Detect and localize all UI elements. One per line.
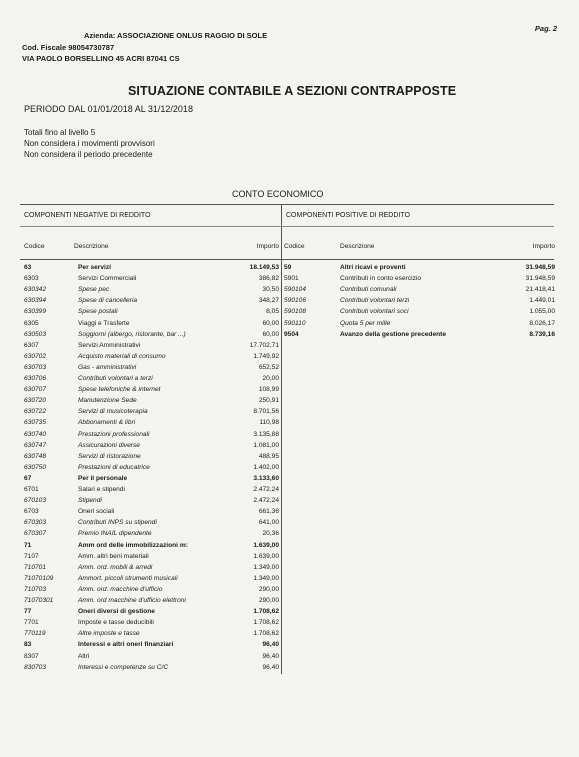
positive-table-row: [0, 264, 579, 275]
row-amount: 661,36: [258, 508, 279, 516]
row-amount: 96,40: [262, 641, 279, 649]
row-amount: 488,95: [258, 452, 279, 460]
row-code: 630703: [24, 363, 47, 371]
row-description: Soggiorni (albergo, ristorante, bar ...): [78, 330, 186, 338]
row-description: Per il personale: [78, 474, 128, 482]
row-amount: 2.472,24: [253, 497, 279, 505]
row-code: 590106: [284, 297, 307, 305]
negative-table-row: [0, 375, 579, 386]
row-code: 630722: [24, 408, 47, 416]
row-amount: 96,40: [262, 663, 279, 671]
negative-table-row: [0, 641, 579, 652]
row-description: Contributi volontari terzi: [340, 297, 410, 305]
row-code: 71: [24, 541, 32, 549]
row-code: 630735: [24, 419, 47, 427]
negative-table-row: [0, 431, 579, 442]
row-description: Abbonamenti & libri: [78, 419, 136, 427]
row-code: 6703: [24, 508, 39, 516]
row-description: Altri ricavi e proventi: [340, 264, 406, 271]
row-amount: 1.749,92: [253, 352, 279, 360]
row-description: Prestazioni di educatrice: [78, 463, 150, 471]
negative-table-row: [0, 386, 579, 397]
row-description: Oneri sociali: [78, 508, 115, 516]
row-code: 71070301: [24, 597, 54, 604]
row-amount: 290,00: [258, 597, 279, 604]
row-code: 59: [284, 264, 292, 271]
row-code: 630740: [24, 430, 47, 438]
row-amount: 1.708,62: [253, 630, 279, 638]
row-code: 71070109: [24, 574, 54, 582]
row-code: 630707: [24, 386, 47, 394]
negative-table-row: [0, 542, 579, 553]
row-description: Avanzo della gestione precedente: [340, 330, 447, 338]
option-line: Non considera i movimenti provvisori: [24, 139, 155, 148]
row-amount: 108,99: [258, 386, 279, 394]
negative-table-row: [0, 453, 579, 464]
negative-table-row: [0, 575, 579, 586]
row-code: 6701: [24, 486, 39, 493]
row-code: 5901: [284, 275, 299, 283]
row-description: Amm. ord. macchine d'ufficio: [78, 585, 163, 593]
row-description: Contributi INPS su stipendi: [78, 519, 157, 527]
negative-table-row: [0, 497, 579, 508]
row-description: Stipendi: [78, 497, 102, 505]
row-description: Servizi di musicoterapia: [78, 408, 148, 416]
negative-table-row: [0, 442, 579, 453]
row-code: 630394: [24, 297, 47, 305]
row-code: 630503: [24, 330, 47, 338]
row-description: Viaggi e Trasferte: [78, 319, 130, 327]
negative-table-row: [0, 397, 579, 408]
row-code: 670303: [24, 519, 47, 527]
row-code: 9504: [284, 330, 299, 338]
row-description: Spese postali: [78, 308, 118, 316]
row-description: Contributi comunali: [340, 286, 397, 294]
negative-table-row: [0, 630, 579, 641]
row-description: Imposte e tasse deducibili: [78, 619, 154, 627]
row-description: Prestazioni professionali: [78, 430, 150, 438]
negative-table-row: [0, 519, 579, 530]
option-line: Totali fino al livello 5: [24, 128, 96, 137]
row-amount: 3.133,60: [253, 474, 279, 482]
row-description: Ammort. piccoli strumenti musicali: [78, 574, 178, 582]
row-description: Spese di cancelleria: [78, 297, 138, 305]
row-amount: 641,00: [258, 519, 279, 527]
positive-col-code: Codice: [284, 243, 305, 250]
row-description: Salari e stipendi: [78, 486, 125, 493]
negative-table-row: [0, 619, 579, 630]
row-code: 7107: [24, 552, 39, 560]
row-description: Manutenzione Sede: [78, 397, 137, 405]
row-amount: 348,27: [258, 297, 279, 305]
row-code: 670307: [24, 530, 47, 538]
row-amount: 8.739,16: [529, 330, 555, 338]
row-description: Amm ord delle immobilizzazioni m:: [78, 541, 188, 549]
negative-table-row: [0, 486, 579, 497]
row-code: 6305: [24, 319, 39, 327]
negative-table-row: [0, 586, 579, 597]
row-description: Interessi e altri oneri finanziari: [78, 641, 174, 649]
row-description: Premio INAIL dipendente: [78, 530, 152, 538]
row-code: 710701: [24, 563, 47, 571]
negative-table-row: [0, 364, 579, 375]
company-name: Azienda: ASSOCIAZIONE ONLUS RAGGIO DI SOLE: [84, 31, 268, 40]
row-description: Contributi volontari soci: [340, 308, 409, 316]
row-amount: 1.349,00: [253, 574, 279, 582]
option-line: Non considera il periodo precedente: [24, 150, 153, 159]
row-amount: 110,98: [259, 419, 279, 427]
report-period: PERIODO DAL 01/01/2018 AL 31/12/2018: [24, 104, 193, 114]
positive-table-row: [0, 275, 579, 286]
row-description: Acquisto materiali di consumo: [78, 352, 166, 360]
row-description: Servizi di ristorazione: [78, 452, 141, 460]
positive-table-row: [0, 286, 579, 297]
negative-heading: COMPONENTI NEGATIVE DI REDDITO: [24, 212, 151, 219]
row-code: 630342: [24, 286, 47, 294]
row-description: Assicurazioni diverse: [78, 441, 140, 449]
row-amount: 20,36: [262, 530, 279, 538]
row-code: 630399: [24, 308, 47, 316]
negative-table-row: [0, 475, 579, 486]
row-amount: 290,00: [258, 585, 279, 593]
row-code: 670103: [24, 497, 47, 505]
row-description: Altre imposte e tasse: [78, 630, 140, 638]
row-code: 630748: [24, 452, 47, 460]
negative-table-row: [0, 664, 579, 675]
row-code: 590104: [284, 286, 307, 294]
row-code: 67: [24, 474, 32, 482]
report-title: SITUAZIONE CONTABILE A SEZIONI CONTRAPPOSTE: [128, 84, 457, 98]
row-code: 630706: [24, 375, 47, 382]
negative-table-row: [0, 464, 579, 475]
row-description: Quota 5 per mille: [340, 319, 391, 327]
row-amount: 1.402,00: [253, 463, 279, 471]
row-description: Interessi e competenze su C/C: [78, 663, 169, 671]
row-amount: 1.639,00: [253, 552, 279, 560]
row-code: 770119: [24, 630, 46, 638]
negative-table-row: [0, 553, 579, 564]
row-amount: 31.948,59: [525, 275, 555, 283]
negative-table-row: [0, 419, 579, 430]
negative-table-row: [0, 653, 579, 664]
row-code: 77: [24, 608, 32, 616]
row-description: Gas - amministrativi: [78, 363, 137, 371]
row-description: Oneri diversi di gestione: [78, 608, 155, 616]
negative-col-amount: Importo: [256, 243, 279, 250]
row-amount: 8,05: [266, 308, 279, 316]
negative-table-row: [0, 342, 579, 353]
row-code: 83: [24, 641, 32, 649]
row-amount: 1.708,62: [253, 608, 279, 616]
row-code: 63: [24, 264, 32, 271]
row-amount: 8.701,56: [253, 408, 279, 416]
row-amount: 31.948,59: [525, 264, 555, 271]
row-amount: 30,50: [262, 286, 279, 294]
row-code: 630750: [24, 463, 47, 471]
row-description: Amm. altri beni materiali: [78, 552, 149, 560]
row-description: Contributi volontari a terzi: [78, 375, 153, 382]
row-description: Per servizi: [78, 264, 111, 271]
row-amount: 1.349,00: [253, 563, 279, 571]
heading-rule: [20, 226, 554, 227]
positive-table-row: [0, 320, 579, 331]
positive-table-row: [0, 308, 579, 319]
row-amount: 386,82: [258, 275, 279, 283]
negative-table-row: [0, 608, 579, 619]
positive-table-row: [0, 331, 579, 342]
negative-table-row: [0, 508, 579, 519]
negative-col-description: Descrizione: [74, 243, 109, 250]
row-description: Servizi Amministrativi: [78, 341, 141, 349]
row-amount: 96,40: [262, 652, 279, 660]
row-amount: 60,00: [262, 319, 279, 327]
negative-table-row: [0, 597, 579, 608]
row-description: Spese pec: [78, 286, 110, 294]
row-amount: 3.135,88: [253, 430, 279, 438]
positive-col-amount: Importo: [532, 243, 555, 250]
positive-col-description: Descrizione: [340, 243, 375, 250]
row-code: 590108: [284, 308, 307, 316]
row-amount: 18.149,53: [249, 264, 279, 271]
row-amount: 250,91: [258, 397, 279, 405]
negative-col-code: Codice: [24, 243, 45, 250]
row-code: 6303: [24, 275, 39, 283]
negative-table-row: [0, 353, 579, 364]
row-amount: 1.449,01: [529, 297, 555, 305]
row-description: Amm. ord. mobili & arredi: [78, 563, 153, 571]
positive-heading: COMPONENTI POSITIVE DI REDDITO: [286, 212, 410, 219]
positive-table-row: [0, 297, 579, 308]
row-amount: 60,00: [262, 330, 279, 338]
row-code: 630702: [24, 352, 47, 360]
row-description: Spese telefoniche & internet: [78, 386, 161, 394]
negative-table-row: [0, 530, 579, 541]
column-header-rule: [20, 259, 554, 260]
row-description: Contributi in conto esercizio: [340, 275, 421, 283]
row-code: 630747: [24, 441, 47, 449]
row-code: 630720: [24, 397, 47, 405]
row-amount: 1.639,00: [253, 541, 279, 549]
row-amount: 21.418,41: [525, 286, 555, 294]
row-code: 590110: [284, 319, 306, 327]
row-amount: 20,00: [262, 375, 279, 382]
row-amount: 652,52: [258, 363, 279, 371]
section-title: CONTO ECONOMICO: [232, 189, 324, 199]
row-code: 7701: [24, 619, 39, 627]
table-top-rule: [20, 204, 554, 205]
row-description: Altri: [78, 652, 90, 660]
row-code: 710703: [24, 585, 47, 593]
company-address: VIA PAOLO BORSELLINO 45 ACRI 87041 CS: [22, 54, 180, 63]
tax-code: Cod. Fiscale 98054730787: [22, 43, 115, 52]
page-number: Pag. 2: [534, 24, 557, 33]
row-amount: 1.708,62: [253, 619, 279, 627]
row-amount: 1.081,00: [253, 441, 279, 449]
row-description: Servizi Commerciali: [78, 275, 137, 283]
negative-table-row: [0, 564, 579, 575]
row-code: 8307: [24, 652, 39, 660]
row-description: Amm. ord macchine d'ufficio elettroni: [78, 597, 186, 604]
row-amount: 1.055,00: [529, 308, 555, 316]
row-amount: 2.472,24: [253, 486, 279, 493]
row-amount: 8.026,17: [529, 319, 555, 327]
row-amount: 17.702,71: [249, 341, 279, 349]
negative-table-row: [0, 408, 579, 419]
row-code: 830703: [24, 663, 47, 671]
row-code: 6307: [24, 341, 39, 349]
